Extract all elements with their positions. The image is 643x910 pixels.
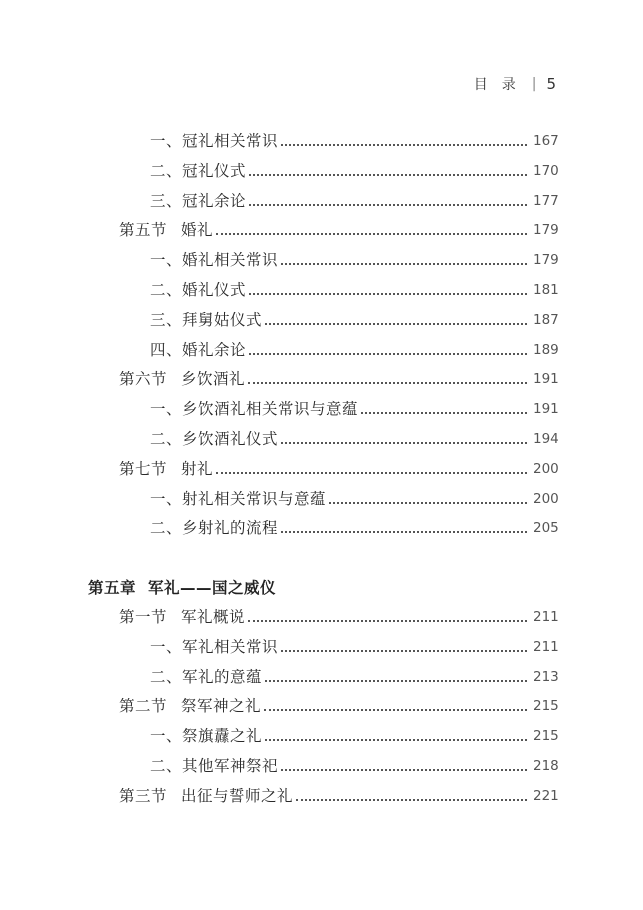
- toc-section-number: 第七节: [119, 459, 168, 478]
- chapter-heading: [88, 576, 276, 598]
- toc-entry-text: 一、冠礼相关常识: [150, 132, 279, 150]
- toc-entry-text: 一、祭旗纛之礼: [150, 727, 263, 746]
- toc-leader-dots: [265, 680, 527, 682]
- header-separator: |: [531, 76, 537, 92]
- toc-entry-label: [150, 635, 278, 659]
- toc-leader-dots: [361, 412, 527, 414]
- toc-leader-dots: [249, 174, 527, 176]
- toc-page-number: 215: [533, 698, 559, 715]
- toc-entry-label: [150, 278, 246, 302]
- toc-leader-dots: [281, 531, 527, 533]
- toc-leader-dots: [249, 293, 527, 295]
- toc-entry-label: [119, 218, 213, 242]
- toc-leader-dots: [281, 650, 527, 652]
- toc-item-row: [150, 487, 557, 511]
- toc-section-number: 第三节: [119, 786, 168, 805]
- toc-page-number: 191: [533, 401, 559, 418]
- toc-entry-label: [119, 605, 245, 629]
- toc-item-row: [150, 248, 557, 272]
- toc-leader-dots: [248, 382, 527, 384]
- toc-entry-text: 祭军神之礼: [181, 697, 262, 716]
- toc-page-number: 187: [533, 311, 559, 328]
- toc-leader-dots: [216, 233, 527, 235]
- toc-section-row: [119, 218, 557, 242]
- toc-entry-label: [119, 694, 261, 718]
- toc-item-row: [150, 427, 557, 451]
- toc-leader-dots: [249, 353, 527, 355]
- toc-page-number: 181: [533, 282, 559, 298]
- toc-page-number: 221: [533, 787, 559, 804]
- toc-entry-text: 一、婚礼相关常识: [150, 251, 279, 270]
- toc-entry-label: [119, 784, 293, 808]
- toc-page-number: 177: [533, 192, 559, 209]
- toc-section-number: 第六节: [119, 370, 168, 389]
- toc-item-row: [150, 338, 557, 362]
- chapter-title: 军礼——国之威仪: [148, 579, 277, 597]
- toc-leader-dots: [265, 739, 527, 741]
- toc-entry-label: [150, 754, 278, 778]
- toc-page-number: 189: [533, 341, 559, 358]
- toc-leader-dots: [265, 323, 527, 325]
- toc-page-number: 179: [533, 222, 559, 239]
- toc-leader-dots: [281, 769, 527, 771]
- toc-item-row: [150, 278, 557, 302]
- toc-page-number: 194: [533, 431, 559, 447]
- toc-page-number: 200: [533, 460, 559, 477]
- toc-entry-text: 婚礼: [181, 221, 214, 240]
- toc-entry-text: 二、乡饮酒礼仪式: [150, 430, 279, 448]
- toc-page-number: 215: [533, 728, 559, 745]
- toc-entry-text: 一、乡饮酒礼相关常识与意蕴: [150, 400, 359, 419]
- toc-leader-dots: [264, 709, 527, 711]
- toc-item-row: [150, 754, 557, 778]
- toc-section-row: [119, 605, 557, 629]
- toc-entry-label: [150, 308, 262, 332]
- toc-entry-text: 一、军礼相关常识: [150, 637, 279, 656]
- toc-section-row: [119, 784, 557, 808]
- toc-entry-label: [150, 248, 278, 272]
- toc-leader-dots: [329, 502, 527, 504]
- toc-leader-dots: [281, 144, 527, 146]
- toc-page-number: 167: [533, 133, 559, 149]
- toc-leader-dots: [216, 472, 527, 474]
- toc-entry-label: [150, 159, 246, 183]
- toc-entry-text: 三、冠礼余论: [150, 191, 247, 210]
- toc-leader-dots: [249, 204, 527, 206]
- toc-entry-label: [150, 338, 246, 362]
- toc-page-number: 213: [533, 668, 559, 685]
- toc-leader-dots: [248, 620, 527, 622]
- toc-leader-dots: [296, 799, 527, 801]
- toc-entry-label: [150, 427, 278, 451]
- toc-entry-label: [119, 457, 213, 481]
- toc-item-row: [150, 635, 557, 659]
- toc-page-number: 218: [533, 758, 559, 774]
- toc-section-row: [119, 457, 557, 481]
- toc-entry-label: [150, 189, 246, 213]
- toc-entry-label: [150, 724, 262, 748]
- toc-item-row: [150, 516, 557, 540]
- toc-entry-text: 一、射礼相关常识与意蕴: [150, 489, 327, 508]
- toc-page-number: 205: [533, 520, 559, 537]
- toc-item-row: [150, 159, 557, 183]
- toc-entry-label: [119, 367, 245, 391]
- toc-page-number: 170: [533, 162, 559, 179]
- toc-page-number: 211: [533, 638, 559, 655]
- toc-entry-label: [150, 397, 358, 421]
- toc-entry-text: 四、婚礼余论: [150, 340, 247, 359]
- toc-entry-text: 二、军礼的意蕴: [150, 667, 263, 686]
- toc-entry-text: 二、婚礼仪式: [150, 281, 247, 299]
- toc-item-row: [150, 665, 557, 689]
- toc-entry-text: 二、冠礼仪式: [150, 161, 247, 180]
- toc-entry-label: [150, 516, 278, 540]
- toc-entry-label: [150, 487, 326, 511]
- toc-entry-text: 三、拜舅姑仪式: [150, 310, 263, 329]
- toc-entry-text: 乡饮酒礼: [181, 370, 246, 389]
- chapter-number: 第五章: [88, 579, 137, 597]
- toc-entry-text: 军礼概说: [181, 608, 246, 626]
- toc-entry-text: 二、其他军神祭祀: [150, 757, 279, 775]
- running-header: [474, 74, 556, 94]
- toc-item-row: [150, 308, 557, 332]
- toc-entry-text: 二、乡射礼的流程: [150, 519, 279, 538]
- toc-section-number: 第五节: [119, 221, 168, 240]
- toc-entry-text: 出征与誓师之礼: [181, 786, 294, 805]
- toc-page-number: 200: [533, 490, 559, 507]
- toc-item-row: [150, 129, 557, 153]
- toc-leader-dots: [281, 263, 527, 265]
- toc-section-number: 第二节: [119, 697, 168, 716]
- toc-section-row: [119, 367, 557, 391]
- toc-entry-text: 射礼: [181, 459, 214, 478]
- toc-item-row: [150, 397, 557, 421]
- header-page-number: 5: [546, 75, 556, 93]
- toc-entry-label: [150, 129, 278, 153]
- toc-entry-label: [150, 665, 262, 689]
- toc-page-number: 191: [533, 371, 559, 388]
- toc-page-number: 211: [533, 609, 559, 625]
- toc-leader-dots: [281, 442, 527, 444]
- toc-item-row: [150, 189, 557, 213]
- header-title: 目录: [473, 77, 530, 93]
- toc-page-number: 179: [533, 252, 559, 269]
- toc-item-row: [150, 724, 557, 748]
- toc-section-number: 第一节: [119, 608, 168, 626]
- toc-section-row: [119, 694, 557, 718]
